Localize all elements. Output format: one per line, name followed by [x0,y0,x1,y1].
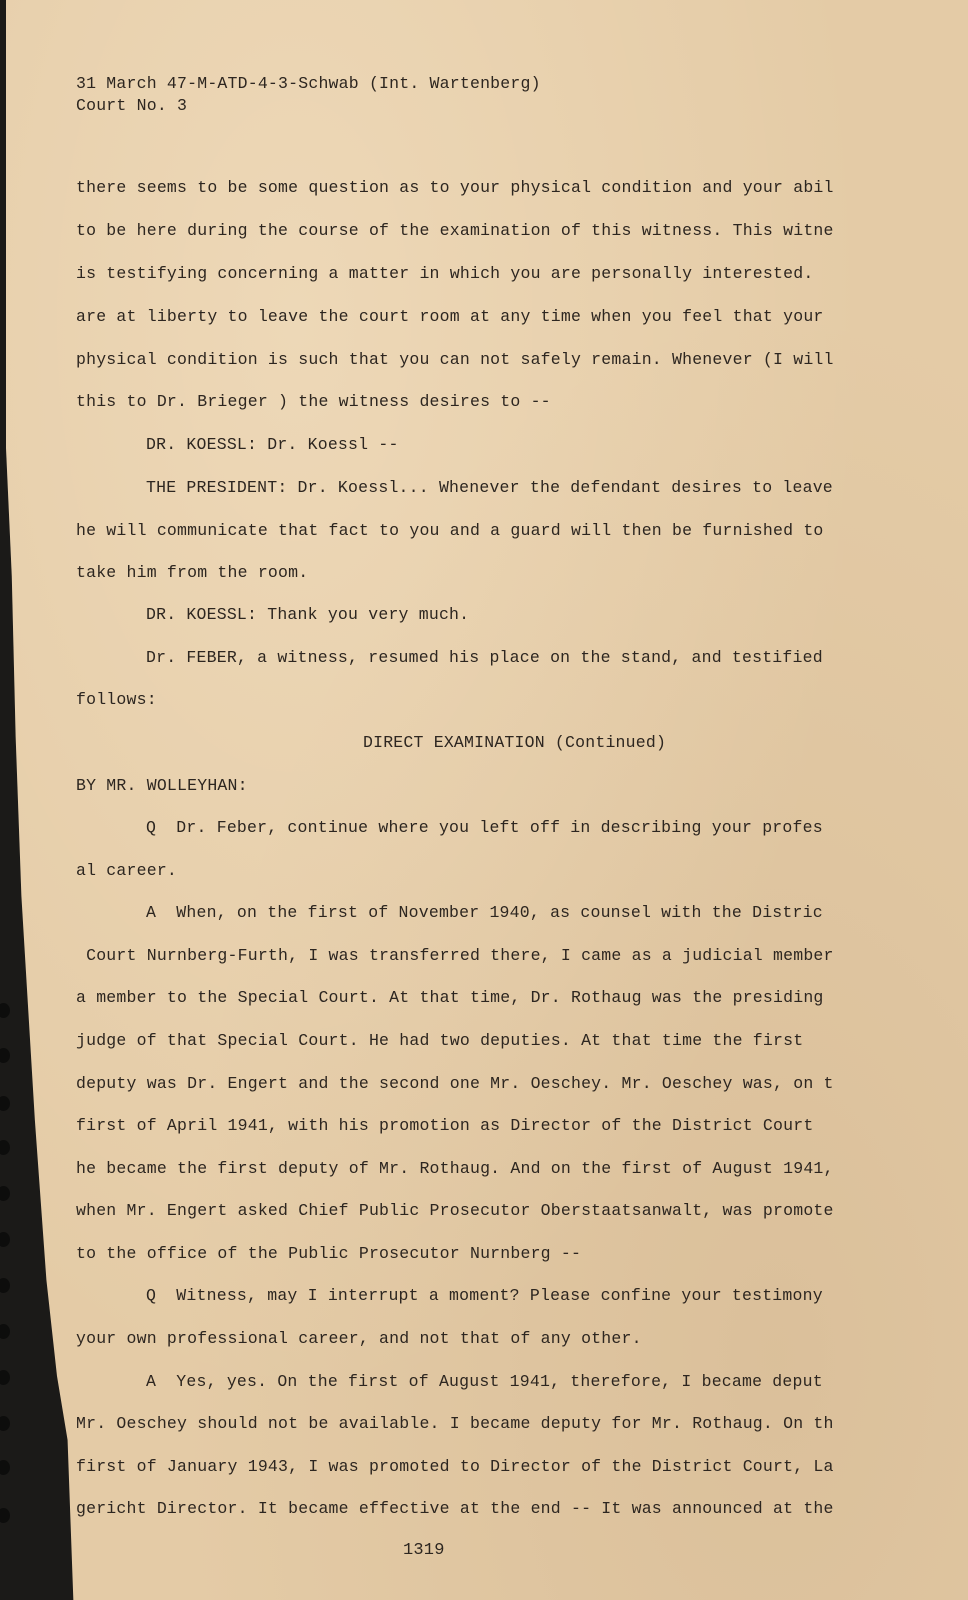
text-line: is testifying concerning a matter in which you are personally interested. [76,264,814,283]
text-line: take him from the room. [76,563,309,582]
text-line: BY MR. WOLLEYHAN: [76,776,248,795]
text-line: this to Dr. Brieger ) the witness desires to -- [76,392,551,411]
text-line: he will communicate that fact to you and a guard will then be furnished to [76,521,824,540]
document-page [6,0,968,1600]
text-line: DR. KOESSL: Dr. Koessl -- [146,435,399,454]
text-line: gericht Director. It became effective at the end -- It was announced at the [76,1499,834,1518]
text-line: follows: [76,690,157,709]
text-line: Mr. Oeschey should not be available. I became deputy for Mr. Rothaug. On th [76,1414,834,1433]
text-line: your own professional career, and not that of any other. [76,1329,642,1348]
text-line: judge of that Special Court. He had two deputies. At that time the first [76,1031,804,1050]
text-line: deputy was Dr. Engert and the second one Mr. Oeschey. Mr. Oeschey was, on t [76,1074,834,1093]
text-line: Q Dr. Feber, continue where you left off in describing your profes [146,818,823,837]
text-line: to the office of the Public Prosecutor Nurnberg -- [76,1244,582,1263]
text-line: DR. KOESSL: Thank you very much. [146,605,470,624]
text-line: there seems to be some question as to your physical condition and your abil [76,178,834,197]
text-line: are at liberty to leave the court room at any time when you feel that your [76,307,824,326]
text-line: A Yes, yes. On the first of August 1941, therefore, I became deput [146,1372,823,1391]
text-line: he became the first deputy of Mr. Rothaug. And on the first of August 1941, [76,1159,834,1178]
text-line: Q Witness, may I interrupt a moment? Please confine your testimony [146,1286,823,1305]
header-line-1: 31 March 47-M-ATD-4-3-Schwab (Int. Wartenberg) [76,74,541,93]
text-line: Dr. FEBER, a witness, resumed his place on the stand, and testified [146,648,823,667]
text-line: THE PRESIDENT: Dr. Koessl... Whenever the defendant desires to leave [146,478,833,497]
text-line: al career. [76,861,178,880]
text-line: a member to the Special Court. At that time, Dr. Rothaug was the presiding [76,988,824,1007]
section-heading: DIRECT EXAMINATION (Continued) [363,733,667,752]
text-line: first of April 1941, with his promotion as Director of the District Court [76,1116,814,1135]
page-number: 1319 [403,1541,445,1560]
text-line: physical condition is such that you can not safely remain. Whenever (I will [76,350,834,369]
text-line: to be here during the course of the examination of this witness. This witne [76,221,834,240]
text-line: first of January 1943, I was promoted to Director of the District Court, La [76,1457,834,1476]
text-line: Court Nurnberg-Furth, I was transferred there, I came as a judicial member [76,946,834,965]
text-line: A When, on the first of November 1940, as counsel with the Distric [146,903,823,922]
text-line: when Mr. Engert asked Chief Public Prosecutor Oberstaatsanwalt, was promote [76,1201,834,1220]
header-line-2: Court No. 3 [76,96,188,115]
